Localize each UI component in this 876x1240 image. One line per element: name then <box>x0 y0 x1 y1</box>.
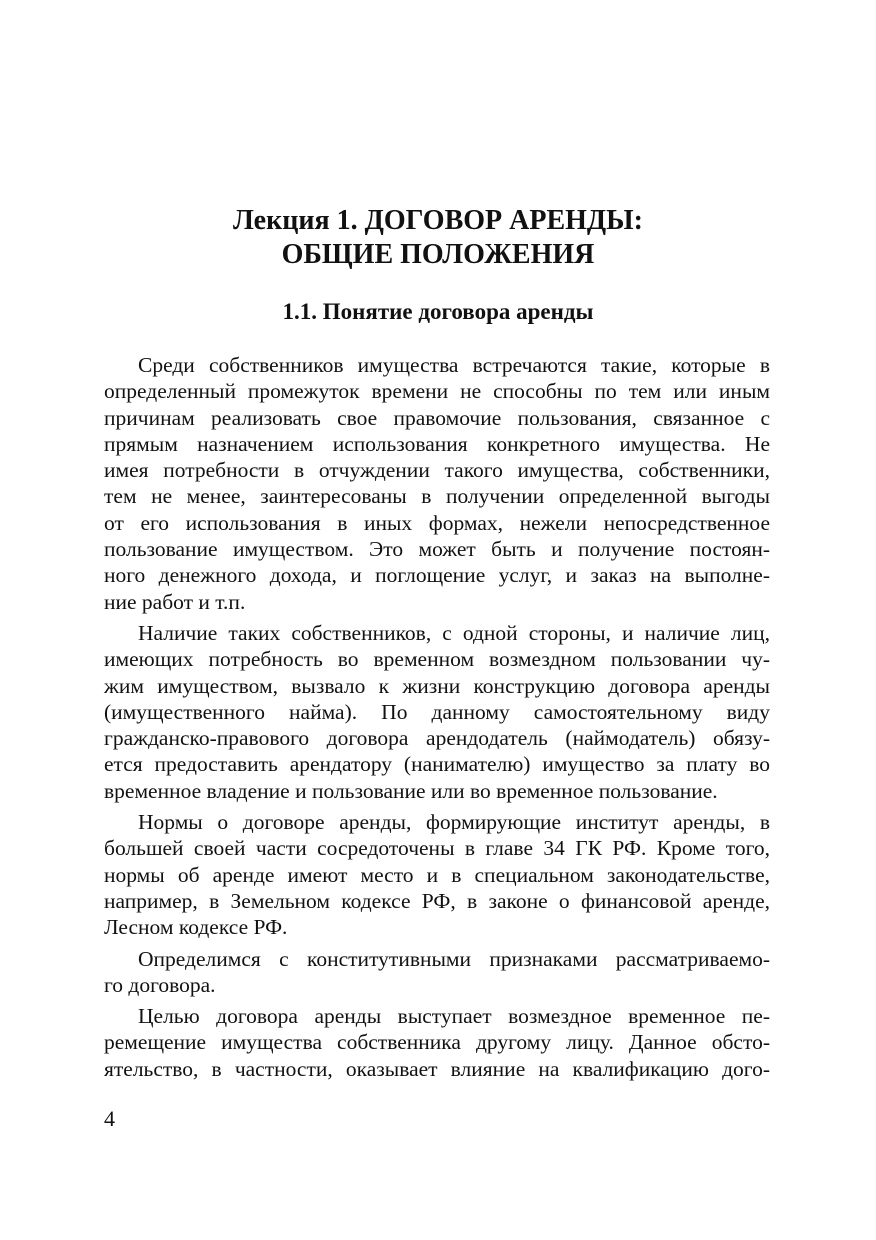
body-text <box>104 352 770 1082</box>
paragraph-line: (имущественного найма). По данному самостоятельному виду <box>104 699 770 724</box>
lecture-title-line-1: Лекция 1. ДОГОВОР АРЕНДЫ: <box>232 205 643 236</box>
paragraph-line: большей своей части сосредоточены в главе 34 ГК РФ. Кроме того, <box>104 836 770 861</box>
paragraph-line: ного денежного дохода, и поглощение услуг, и заказ на выполне- <box>104 563 770 588</box>
paragraph-line: жим имуществом, вызвало к жизни конструкцию договора аренды <box>104 673 770 698</box>
paragraph-line: ние работ и т.п. <box>104 589 246 614</box>
paragraph-line: ятельство, в частности, оказывает влияние на квалификацию дого- <box>104 1056 770 1081</box>
paragraph-line: гражданско-правового договора арендодатель (наймодатель) обязу- <box>104 726 770 751</box>
page-number: 4 <box>104 1106 115 1131</box>
paragraph-line: Среди собственников имущества встречаются такие, которые в <box>138 353 770 377</box>
paragraph-line: временное владение и пользование или во временное пользование. <box>104 778 718 803</box>
paragraph-line: причинам реализовать свое правомочие пользования, связанное с <box>104 405 770 430</box>
paragraph <box>104 946 770 999</box>
paragraph-line: Целью договора аренды выступает возмездное временное пе- <box>138 1004 770 1029</box>
paragraph <box>104 352 770 615</box>
paragraph-line: нормы об аренде имеют место и в специальном законодательстве, <box>104 862 770 887</box>
paragraph-line: имея потребности в отчуждении такого имущества, собственники, <box>104 458 770 483</box>
paragraph-line: Лесном кодексе РФ. <box>104 915 288 940</box>
paragraph-line: Определимся с конститутивными признаками рассматриваемо- <box>138 946 770 971</box>
paragraph-line: ремещение имущества собственника другому лицу. Данное обсто- <box>104 1030 770 1055</box>
lecture-title-line-2: ОБЩИЕ ПОЛОЖЕНИЯ <box>281 239 595 270</box>
paragraph-line: го договора. <box>104 972 216 997</box>
paragraph-line: от его использования в иных формах, нежели непосредственное <box>104 510 770 535</box>
paragraph <box>104 1003 770 1082</box>
paragraph-line: прямым назначением использования конкретного имущества. Не <box>104 431 770 456</box>
paragraph-line: Нормы о договоре аренды, формирующие институт аренды, в <box>138 810 770 835</box>
paragraph <box>104 809 770 940</box>
paragraph <box>104 620 770 804</box>
paragraph-line: имеющих потребность во временном возмездном пользовании чу- <box>104 647 770 672</box>
paragraph-line: пользование имуществом. Это может быть и получение постоян- <box>104 537 770 562</box>
paragraph-line: ется предоставить арендатору (нанимателю) имущество за плату во <box>104 752 770 777</box>
paragraph-line: тем не менее, заинтересованы в получении определенной выгоды <box>104 484 770 509</box>
paragraph-line: например, в Земельном кодексе РФ, в законе о финансовой аренде, <box>104 888 770 913</box>
lecture-title <box>100 204 776 272</box>
paragraph-line: определенный промежуток времени не способны по тем или иным <box>104 379 770 404</box>
section-heading: 1.1. Понятие договора аренды <box>282 299 594 324</box>
paragraph-line: Наличие таких собственников, с одной стороны, и наличие лиц, <box>138 620 770 645</box>
